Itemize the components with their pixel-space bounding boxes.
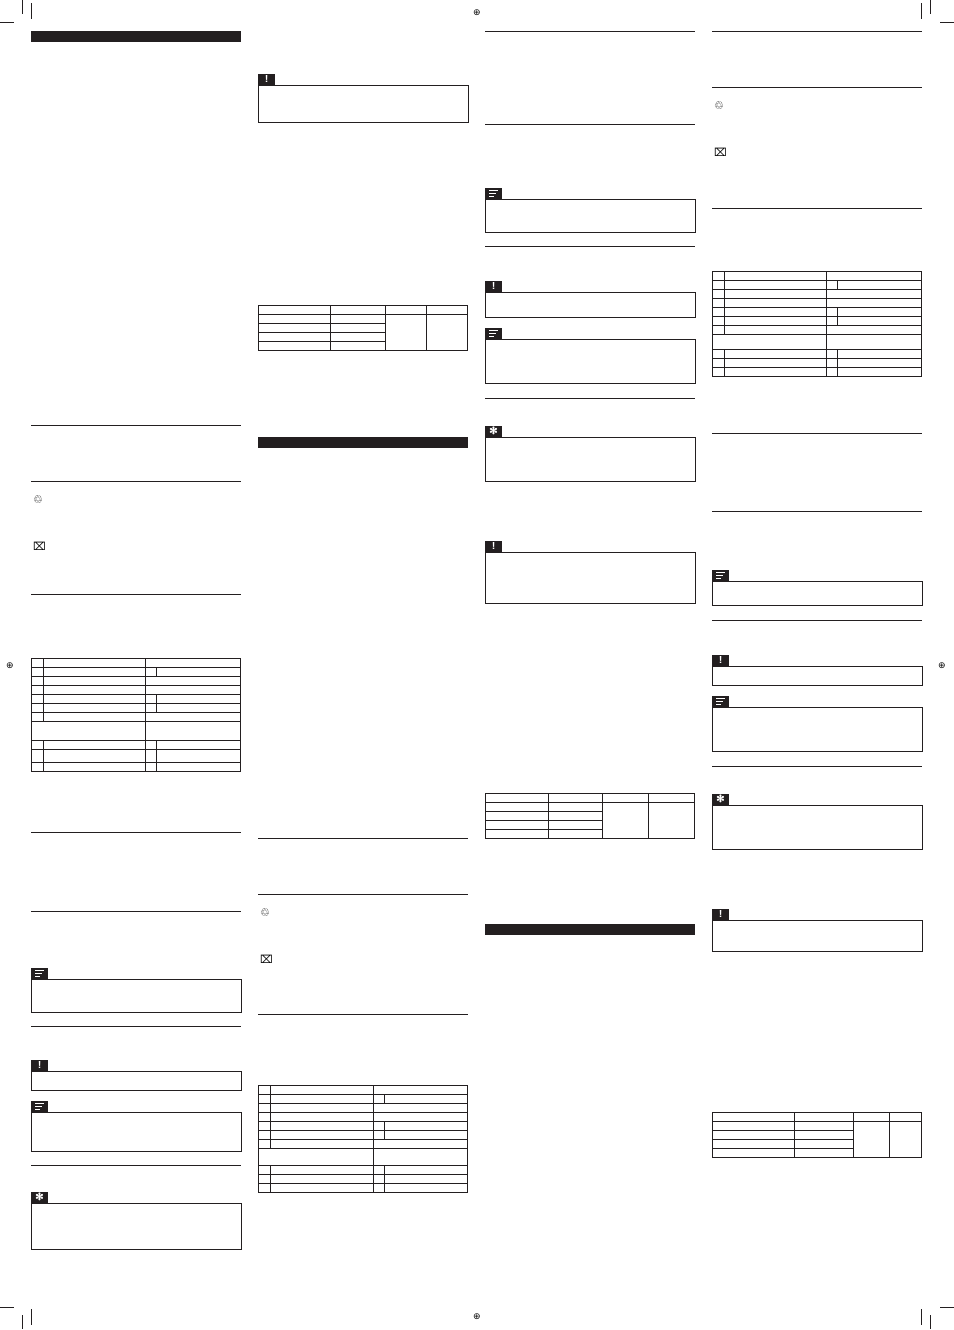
note-box: [31, 1112, 242, 1152]
section-divider: [712, 433, 922, 434]
spec-table: [258, 1085, 468, 1193]
section-divider: [31, 425, 241, 426]
warning-box: [712, 920, 923, 952]
bin-icon: ⌧: [714, 147, 727, 159]
compatibility-table: [258, 305, 468, 351]
spec-table: [712, 271, 922, 377]
warning-box: [485, 552, 696, 604]
bin-icon: ⌧: [260, 954, 273, 966]
note-box: [712, 707, 923, 752]
section-divider: [712, 620, 922, 621]
tip-box: [31, 1203, 242, 1250]
crop-mark: [22, 1315, 23, 1329]
warning-box: [31, 1071, 242, 1091]
compatibility-table: [712, 1112, 922, 1158]
warning-box: [485, 292, 696, 318]
note-tag: [712, 696, 729, 707]
warning-tag: !: [712, 909, 729, 920]
section-divider: [712, 31, 922, 32]
section-divider: [485, 246, 695, 247]
tip-box: [712, 805, 923, 850]
crop-mark: [930, 0, 931, 14]
note-tag: [31, 1101, 48, 1112]
section-header-bar: [31, 31, 241, 42]
section-divider: [712, 766, 922, 767]
crop-mark: [940, 22, 954, 23]
note-box: [712, 581, 923, 606]
bin-icon: ⌧: [33, 541, 46, 553]
crop-mark: [31, 3, 32, 19]
section-divider: [31, 911, 241, 912]
warning-tag: !: [485, 281, 502, 292]
note-tag: [31, 968, 48, 979]
crop-mark: [921, 1309, 922, 1325]
section-divider: [31, 1026, 241, 1027]
section-divider: [712, 87, 922, 88]
section-divider: [485, 398, 695, 399]
note-box: [31, 979, 242, 1013]
crop-mark: [940, 1307, 954, 1308]
tip-tag: ✻: [31, 1192, 48, 1203]
section-header-bar: [485, 924, 695, 935]
recycle-icon: ♲: [714, 100, 724, 112]
section-divider: [712, 511, 922, 512]
section-divider: [258, 894, 468, 895]
compatibility-table: [485, 793, 695, 839]
warning-tag: !: [712, 655, 729, 666]
warning-box: [258, 85, 469, 123]
crop-mark: [930, 1315, 931, 1329]
crop-mark: [0, 22, 14, 23]
warning-tag: !: [258, 74, 275, 85]
spec-table: [31, 658, 241, 772]
section-divider: [31, 481, 241, 482]
section-divider: [258, 838, 468, 839]
section-header-bar: [258, 437, 468, 448]
crop-mark: [31, 1309, 32, 1325]
registration-mark-icon: ⊕: [6, 660, 14, 670]
warning-tag: !: [485, 541, 502, 552]
registration-mark-icon: ⊕: [473, 1311, 481, 1321]
crop-mark: [22, 0, 23, 14]
note-tag: [485, 328, 502, 339]
tip-tag: ✻: [712, 794, 729, 805]
note-box: [485, 339, 696, 384]
section-divider: [31, 594, 241, 595]
recycle-icon: ♲: [33, 494, 43, 506]
section-divider: [31, 832, 241, 833]
section-divider: [485, 124, 695, 125]
section-divider: [258, 1014, 468, 1015]
registration-mark-icon: ⊕: [938, 660, 946, 670]
registration-mark-icon: ⊕: [473, 7, 481, 17]
tip-tag: ✻: [485, 426, 502, 437]
note-tag: [485, 188, 502, 199]
tip-box: [485, 437, 696, 482]
section-divider: [712, 208, 922, 209]
crop-mark: [0, 1307, 14, 1308]
note-box: [485, 199, 696, 233]
crop-mark: [921, 3, 922, 19]
recycle-icon: ♲: [260, 907, 270, 919]
section-divider: [31, 1165, 241, 1166]
note-tag: [712, 570, 729, 581]
section-divider: [485, 31, 695, 32]
warning-box: [712, 666, 923, 686]
warning-tag: !: [31, 1060, 48, 1071]
